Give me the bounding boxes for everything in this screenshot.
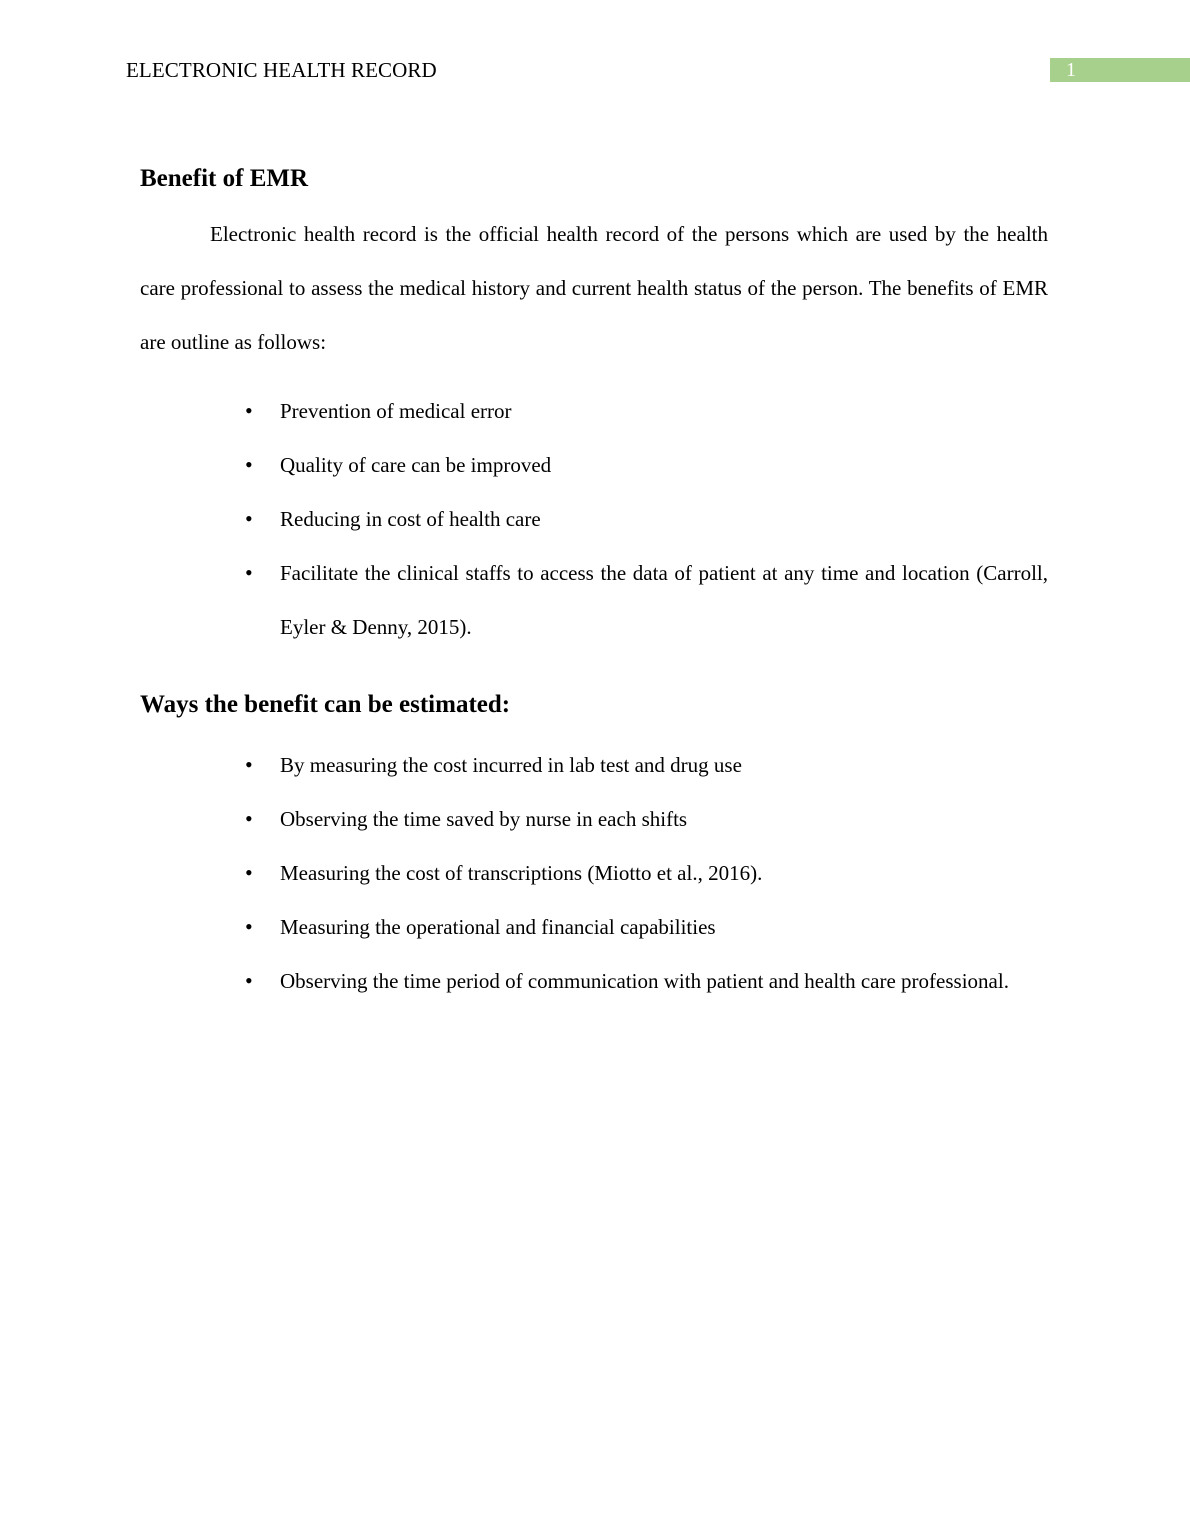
bullet-icon: • — [245, 506, 253, 531]
list-item-text: Prevention of medical error — [280, 399, 512, 423]
list-item — [245, 846, 1048, 900]
list-item-text: Measuring the operational and financial capabilities — [280, 915, 716, 939]
document-body — [140, 160, 1048, 1008]
bullet-icon: • — [245, 968, 253, 993]
list-item — [245, 792, 1048, 846]
intro-paragraph: Electronic health record is the official health record of the persons which are used by the health care professional to assess the medical history and current health status of the person. The benefits of EMR are outline as follows: — [140, 222, 1048, 354]
list-item — [245, 492, 1048, 546]
list-item — [245, 384, 1048, 438]
list-item — [245, 546, 1048, 654]
benefits-list — [140, 384, 1048, 654]
bullet-icon: • — [245, 806, 253, 831]
bullet-icon: • — [245, 452, 253, 477]
page-number: 1 — [1066, 59, 1076, 81]
list-item-text: Quality of care can be improved — [280, 453, 552, 477]
list-item — [245, 900, 1048, 954]
list-item — [245, 954, 1048, 1008]
list-item-text: Measuring the cost of transcriptions (Miotto et al., 2016). — [280, 861, 763, 885]
section-heading-ways-to-estimate: Ways the benefit can be estimated: — [140, 691, 511, 718]
bullet-icon: • — [245, 752, 253, 777]
list-item-text: Reducing in cost of health care — [280, 507, 541, 531]
section-heading-benefit-of-emr: Benefit of EMR — [140, 165, 309, 192]
estimation-ways-list — [140, 738, 1048, 1008]
list-item — [245, 438, 1048, 492]
list-item-text: Facilitate the clinical staffs to access the data of patient at any time and location (Carroll, Eyler & Denny, 2015). — [280, 561, 1048, 639]
bullet-icon: • — [245, 860, 253, 885]
bullet-icon: • — [245, 560, 253, 585]
list-item-text: By measuring the cost incurred in lab test and drug use — [280, 753, 742, 777]
bullet-icon: • — [245, 914, 253, 939]
running-header-title: ELECTRONIC HEALTH RECORD — [126, 58, 437, 82]
list-item-text: Observing the time saved by nurse in each shifts — [280, 807, 688, 831]
list-item-text: Observing the time period of communication with patient and health care professional. — [280, 969, 1009, 993]
bullet-icon: • — [245, 398, 253, 423]
list-item — [245, 738, 1048, 792]
